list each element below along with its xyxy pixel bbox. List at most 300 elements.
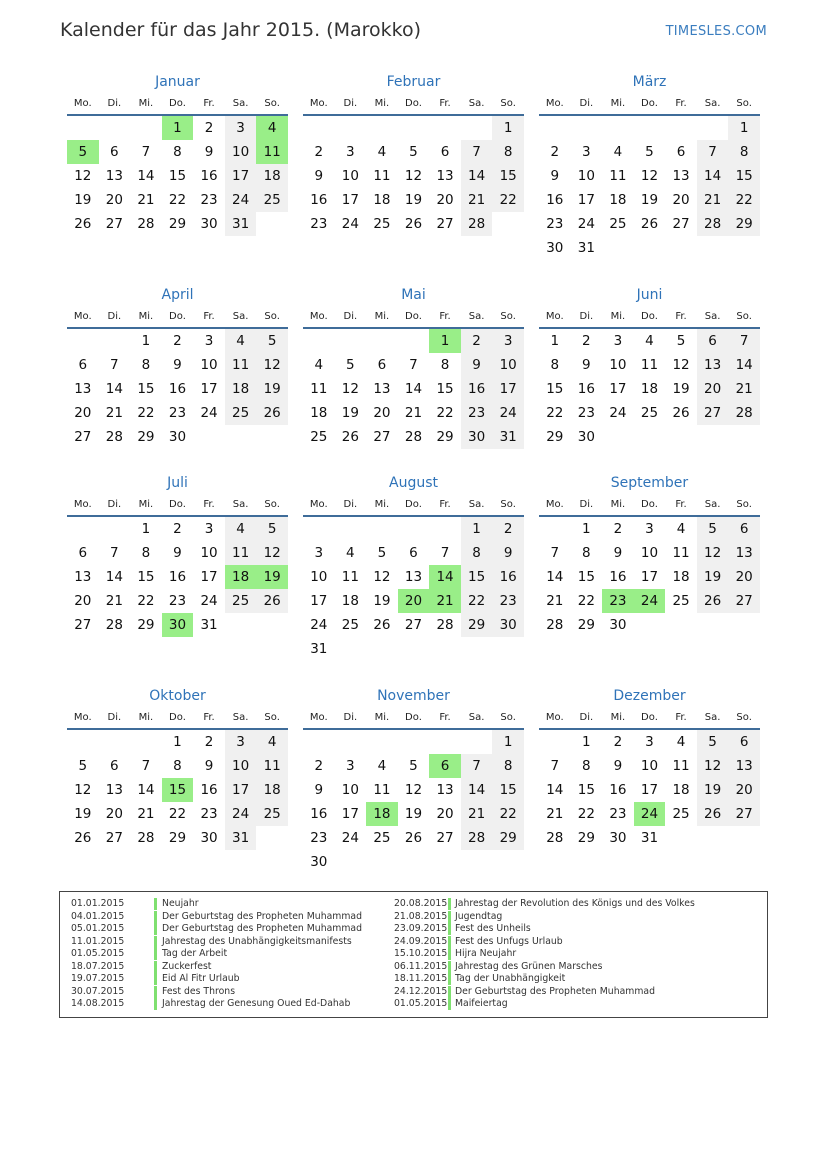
holiday-date: 01.05.2015: [394, 998, 448, 1009]
holiday-day-cell: 23: [602, 589, 634, 613]
empty-cell: [571, 116, 603, 140]
weekday-header: [303, 493, 524, 517]
holiday-day-cell: 5: [67, 140, 99, 164]
empty-cell: [99, 517, 131, 541]
day-cell: 30: [310, 854, 328, 870]
day-cell: 14: [404, 381, 423, 397]
day-cell: 27: [105, 830, 123, 846]
holiday-name: Neujahr: [162, 898, 199, 909]
day-cell: 15: [577, 569, 595, 585]
weekday-label: Sa.: [232, 498, 249, 510]
weekday-label: So.: [736, 498, 752, 510]
holiday-day-cell: 11: [256, 140, 288, 164]
empty-cell: [335, 517, 367, 541]
holiday-marker: [448, 898, 451, 910]
weekday-label: Mi.: [610, 711, 626, 723]
day-cell: 31: [200, 617, 218, 633]
day-cell: 28: [105, 617, 123, 633]
empty-cell: [429, 116, 461, 140]
day-cell: 26: [404, 216, 423, 232]
right-holiday-row: [394, 923, 734, 936]
weekday-header: [539, 706, 760, 730]
day-cell: 21: [728, 377, 760, 401]
empty-cell: [303, 730, 335, 754]
day-cell: 11: [310, 381, 328, 397]
day-grid: [67, 116, 288, 236]
day-cell: 5: [676, 333, 686, 349]
day-cell: 28: [137, 216, 155, 232]
day-cell: 8: [728, 140, 760, 164]
day-cell: 28: [137, 830, 155, 846]
weekday-label: Fr.: [439, 97, 451, 109]
day-cell: 15: [492, 778, 524, 802]
empty-cell: [634, 116, 666, 140]
month-dezember: [539, 686, 760, 850]
weekday-label: Do.: [641, 498, 658, 510]
day-cell: 14: [546, 782, 564, 798]
weekday-label: Mo.: [73, 498, 92, 510]
day-cell: 6: [110, 758, 119, 774]
day-cell: 29: [577, 617, 595, 633]
day-cell: 4: [377, 144, 387, 160]
day-cell: 24: [225, 802, 257, 826]
weekday-label: Di.: [107, 498, 122, 510]
day-cell: 21: [546, 806, 564, 822]
holiday-date: 21.08.2015: [394, 910, 448, 922]
day-cell: 22: [461, 589, 493, 613]
empty-cell: [366, 329, 398, 353]
day-cell: 17: [200, 569, 218, 585]
day-cell: 15: [137, 569, 155, 585]
day-cell: 9: [550, 168, 560, 184]
left-holiday-row: [71, 986, 411, 999]
day-cell: 4: [225, 329, 257, 353]
weekday-label: Sa.: [468, 310, 485, 322]
holiday-name: Fest des Throns: [162, 985, 236, 997]
day-cell: 24: [609, 405, 627, 421]
day-cell: 30: [546, 240, 564, 256]
day-cell: 21: [461, 188, 493, 212]
day-cell: 2: [582, 333, 591, 349]
weekday-label: Sa.: [468, 97, 485, 109]
day-cell: 26: [404, 830, 423, 846]
holiday-marker: [448, 961, 451, 973]
day-cell: 10: [341, 168, 359, 184]
holiday-date: 19.07.2015: [71, 973, 125, 984]
weekday-label: Mi.: [138, 310, 154, 322]
day-cell: 1: [492, 730, 524, 754]
day-cell: 10: [609, 357, 627, 373]
holiday-date: 05.01.2015: [71, 923, 125, 934]
day-cell: 2: [173, 333, 182, 349]
holiday-date: 15.10.2015: [394, 948, 448, 959]
day-cell: 2: [550, 144, 560, 160]
left-holiday-row: [71, 923, 411, 936]
day-cell: 12: [672, 357, 690, 373]
holiday-marker: [154, 923, 157, 935]
day-cell: 15: [577, 782, 595, 798]
day-cell: 22: [546, 405, 564, 421]
holiday-name: Hijra Neujahr: [455, 948, 517, 959]
weekday-header: [539, 493, 760, 517]
day-cell: 3: [204, 333, 214, 349]
day-cell: 5: [409, 144, 418, 160]
empty-cell: [366, 730, 398, 754]
day-cell: 23: [200, 806, 218, 822]
day-cell: 13: [672, 168, 690, 184]
weekday-label: Fr.: [675, 711, 687, 723]
empty-cell: [398, 730, 430, 754]
weekday-label: Sa.: [468, 711, 485, 723]
weekday-label: Mo.: [309, 310, 328, 322]
month-name: August: [389, 475, 438, 491]
holiday-date: 20.08.2015: [394, 898, 448, 909]
day-cell: 3: [645, 734, 654, 750]
day-cell: 28: [697, 212, 729, 236]
day-cell: 7: [550, 758, 560, 774]
day-cell: 24: [577, 216, 595, 232]
weekday-label: Mi.: [610, 498, 626, 510]
day-cell: 8: [141, 545, 151, 561]
month-januar: [67, 72, 288, 236]
day-cell: 8: [173, 758, 182, 774]
weekday-label: Mo.: [545, 97, 564, 109]
day-cell: 3: [204, 521, 214, 537]
right-holiday-row: [394, 936, 734, 949]
empty-cell: [602, 116, 634, 140]
day-cell: 1: [582, 734, 591, 750]
day-cell: 9: [314, 782, 324, 798]
day-cell: 22: [492, 188, 524, 212]
day-cell: 12: [404, 168, 423, 184]
day-cell: 19: [697, 778, 729, 802]
empty-cell: [335, 730, 367, 754]
day-cell: 2: [492, 517, 524, 541]
day-cell: 25: [672, 806, 690, 822]
empty-cell: [539, 517, 571, 541]
day-cell: 9: [314, 168, 324, 184]
day-cell: 9: [173, 357, 182, 373]
day-cell: 25: [373, 830, 391, 846]
holiday-name: Zuckerfest: [162, 960, 212, 972]
weekday-label: So.: [500, 711, 516, 723]
holiday-name: Der Geburtstag des Propheten Muhammad: [162, 923, 362, 934]
weekday-label: Mi.: [138, 498, 154, 510]
day-cell: 5: [377, 545, 387, 561]
day-cell: 25: [609, 216, 627, 232]
month-name: Juli: [167, 475, 188, 491]
day-cell: 23: [461, 401, 493, 425]
day-cell: 20: [373, 405, 391, 421]
day-cell: 2: [613, 521, 623, 537]
day-cell: 4: [613, 144, 623, 160]
day-cell: 26: [373, 617, 391, 633]
weekday-label: Mi.: [138, 97, 154, 109]
holiday-name: Jahrestag des Unabhängigkeitsmanifests: [162, 935, 352, 947]
day-cell: 2: [204, 120, 214, 136]
day-cell: 7: [409, 357, 418, 373]
empty-cell: [461, 730, 493, 754]
day-cell: 10: [640, 758, 659, 774]
day-cell: 6: [728, 730, 760, 754]
day-cell: 2: [613, 734, 623, 750]
day-cell: 10: [310, 569, 328, 585]
day-grid: [539, 116, 760, 260]
day-cell: 9: [173, 545, 182, 561]
holiday-day-cell: 24: [634, 589, 666, 613]
weekday-label: Di.: [107, 711, 122, 723]
month-name: Oktober: [149, 688, 206, 704]
day-cell: 21: [137, 806, 155, 822]
day-cell: 23: [200, 192, 218, 208]
day-cell: 6: [676, 144, 686, 160]
holiday-marker: [154, 936, 157, 948]
holiday-day-cell: 1: [429, 329, 461, 353]
day-cell: 17: [310, 593, 328, 609]
day-cell: 9: [461, 353, 493, 377]
day-cell: 31: [310, 641, 328, 657]
month-name: April: [161, 287, 194, 303]
weekday-label: Mo.: [73, 97, 92, 109]
day-cell: 6: [110, 144, 119, 160]
day-cell: 1: [461, 517, 493, 541]
weekday-label: Di.: [343, 711, 358, 723]
day-cell: 16: [492, 565, 524, 589]
weekday-label: Sa.: [704, 498, 721, 510]
weekday-label: Mo.: [545, 711, 564, 723]
empty-cell: [429, 730, 461, 754]
day-cell: 16: [546, 192, 564, 208]
day-cell: 27: [436, 830, 454, 846]
day-cell: 11: [672, 758, 690, 774]
weekday-label: Fr.: [675, 97, 687, 109]
weekday-header: [539, 92, 760, 116]
holiday-marker: [154, 973, 157, 985]
weekday-label: Mo.: [309, 498, 328, 510]
holiday-name: Eid Al Fitr Urlaub: [162, 973, 240, 984]
day-cell: 15: [546, 381, 564, 397]
day-cell: 30: [200, 216, 218, 232]
holiday-marker: [448, 911, 451, 923]
day-cell: 1: [141, 521, 151, 537]
day-cell: 2: [204, 734, 214, 750]
day-cell: 6: [78, 545, 88, 561]
day-cell: 19: [404, 192, 423, 208]
day-cell: 17: [225, 778, 257, 802]
day-cell: 5: [409, 758, 418, 774]
holiday-legend: [59, 891, 768, 1018]
holiday-date: 04.01.2015: [71, 910, 125, 922]
day-cell: 29: [461, 613, 493, 637]
holiday-date: 01.05.2015: [71, 948, 125, 959]
weekday-label: Di.: [579, 310, 594, 322]
holiday-marker: [448, 923, 451, 935]
holiday-marker: [154, 986, 157, 998]
weekday-header: [67, 706, 288, 730]
day-cell: 22: [436, 405, 454, 421]
day-cell: 16: [168, 381, 187, 397]
day-cell: 15: [137, 381, 155, 397]
day-cell: 25: [373, 216, 391, 232]
day-cell: 15: [168, 168, 187, 184]
day-cell: 11: [672, 545, 690, 561]
day-cell: 12: [697, 754, 729, 778]
empty-cell: [539, 116, 571, 140]
day-cell: 13: [436, 168, 454, 184]
weekday-label: So.: [736, 711, 752, 723]
day-cell: 12: [74, 782, 92, 798]
weekday-label: Do.: [641, 711, 658, 723]
day-cell: 24: [341, 830, 359, 846]
day-cell: 7: [110, 357, 119, 373]
empty-cell: [67, 730, 99, 754]
day-grid: [303, 329, 524, 449]
holiday-day-cell: 14: [429, 565, 461, 589]
day-cell: 29: [137, 429, 155, 445]
day-cell: 27: [697, 401, 729, 425]
empty-cell: [461, 116, 493, 140]
month-name: November: [377, 688, 450, 704]
day-cell: 22: [577, 593, 595, 609]
holiday-marker: [154, 961, 157, 973]
day-cell: 14: [105, 381, 123, 397]
day-cell: 29: [137, 617, 155, 633]
day-cell: 1: [728, 116, 760, 140]
left-holiday-row: [71, 973, 411, 986]
right-holiday-row: [394, 973, 734, 986]
day-cell: 16: [577, 381, 595, 397]
day-cell: 26: [697, 802, 729, 826]
day-cell: 19: [74, 806, 92, 822]
day-cell: 17: [492, 377, 524, 401]
holiday-marker: [154, 911, 157, 923]
weekday-label: Mo.: [309, 711, 328, 723]
day-cell: 31: [225, 826, 257, 850]
day-cell: 26: [640, 216, 659, 232]
weekday-label: Mo.: [545, 498, 564, 510]
day-cell: 17: [577, 192, 595, 208]
day-cell: 22: [168, 192, 187, 208]
day-cell: 21: [137, 192, 155, 208]
day-cell: 6: [697, 329, 729, 353]
weekday-label: Sa.: [704, 310, 721, 322]
weekday-label: So.: [500, 498, 516, 510]
day-cell: 19: [697, 565, 729, 589]
day-cell: 28: [461, 212, 493, 236]
day-grid: [67, 517, 288, 637]
weekday-label: Mi.: [610, 310, 626, 322]
day-cell: 25: [225, 589, 257, 613]
weekday-label: Di.: [343, 498, 358, 510]
holiday-name: Jugendtag: [455, 910, 503, 922]
weekday-label: Fr.: [439, 498, 451, 510]
left-holiday-row: [71, 961, 411, 974]
day-cell: 17: [640, 782, 659, 798]
month-august: [303, 473, 524, 661]
empty-cell: [130, 116, 162, 140]
day-cell: 3: [346, 758, 355, 774]
day-cell: 30: [492, 613, 524, 637]
day-cell: 18: [256, 164, 288, 188]
month-name: Mai: [401, 287, 426, 303]
day-cell: 5: [697, 730, 729, 754]
day-cell: 16: [200, 782, 218, 798]
weekday-label: Do.: [641, 97, 658, 109]
empty-cell: [99, 116, 131, 140]
day-cell: 18: [672, 569, 690, 585]
day-cell: 7: [141, 144, 151, 160]
weekday-header: [67, 493, 288, 517]
day-cell: 25: [310, 429, 328, 445]
day-cell: 25: [341, 617, 359, 633]
day-cell: 16: [310, 192, 328, 208]
brand-link[interactable]: TIMESLES.COM: [665, 24, 767, 39]
holiday-date: 18.07.2015: [71, 960, 125, 972]
day-cell: 20: [672, 192, 690, 208]
day-cell: 9: [582, 357, 591, 373]
empty-cell: [665, 116, 697, 140]
empty-cell: [366, 116, 398, 140]
holiday-day-cell: 15: [162, 778, 194, 802]
weekday-label: So.: [264, 711, 280, 723]
weekday-label: So.: [736, 310, 752, 322]
day-cell: 4: [314, 357, 324, 373]
day-cell: 7: [141, 758, 151, 774]
weekday-label: Fr.: [439, 310, 451, 322]
day-cell: 2: [173, 521, 182, 537]
day-cell: 6: [409, 545, 418, 561]
left-holiday-row: [71, 898, 411, 911]
left-holiday-row: [71, 998, 411, 1011]
day-cell: 18: [672, 782, 690, 798]
day-cell: 26: [74, 830, 92, 846]
day-cell: 29: [546, 429, 564, 445]
day-cell: 31: [492, 425, 524, 449]
holiday-date: 23.09.2015: [394, 923, 448, 934]
day-cell: 28: [105, 429, 123, 445]
weekday-label: Do.: [169, 97, 186, 109]
holiday-day-cell: 20: [398, 589, 430, 613]
day-cell: 2: [461, 329, 493, 353]
weekday-label: Do.: [405, 498, 422, 510]
day-cell: 18: [640, 381, 659, 397]
day-cell: 21: [105, 593, 123, 609]
day-cell: 18: [609, 192, 627, 208]
empty-cell: [303, 517, 335, 541]
day-cell: 27: [672, 216, 690, 232]
day-cell: 29: [168, 216, 187, 232]
day-cell: 8: [461, 541, 493, 565]
day-cell: 20: [74, 405, 92, 421]
holiday-name: Fest des Unfugs Urlaub: [455, 935, 563, 947]
day-cell: 23: [577, 405, 595, 421]
day-cell: 20: [74, 593, 92, 609]
day-cell: 8: [492, 754, 524, 778]
day-cell: 26: [697, 589, 729, 613]
weekday-label: Di.: [343, 97, 358, 109]
day-cell: 8: [141, 357, 151, 373]
left-holiday-row: [71, 936, 411, 949]
month-april: [67, 285, 288, 449]
day-cell: 12: [404, 782, 423, 798]
day-cell: 3: [492, 329, 524, 353]
right-holiday-row: [394, 911, 734, 924]
day-cell: 26: [256, 589, 288, 613]
day-cell: 25: [256, 188, 288, 212]
day-cell: 13: [728, 541, 760, 565]
empty-cell: [366, 517, 398, 541]
holiday-name: Jahrestag des Grünen Marsches: [455, 960, 603, 972]
